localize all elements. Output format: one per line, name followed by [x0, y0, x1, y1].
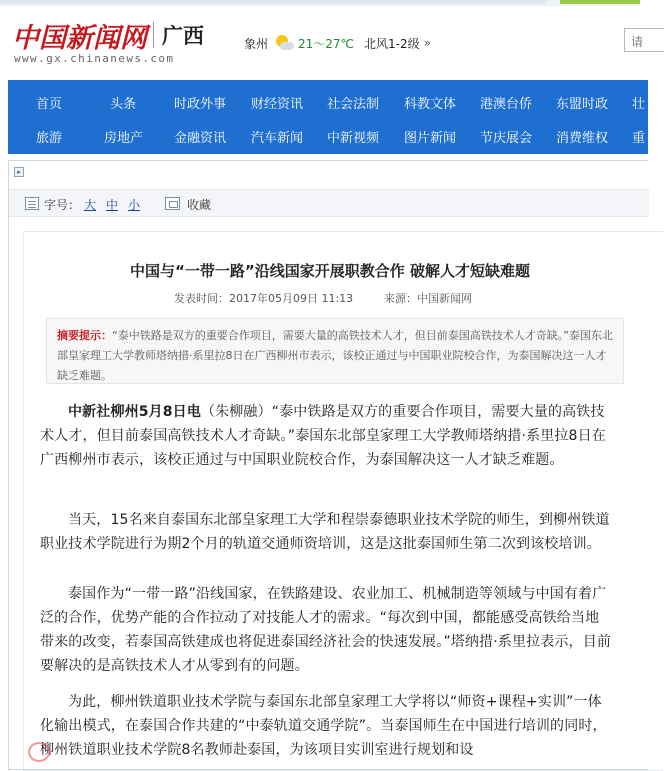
nav-item[interactable]: 重	[632, 131, 646, 146]
weather-widget[interactable]	[244, 34, 431, 52]
top-strip-accent	[560, 0, 640, 4]
publish-time: 发表时间：2017年05月09日 11:13	[174, 292, 354, 305]
article-paragraph	[40, 400, 612, 472]
weibo-watermark-icon	[28, 742, 50, 760]
article-source: 来源：中国新闻网	[384, 292, 472, 305]
expand-icon[interactable]: ▸	[14, 167, 24, 177]
nav-row-1	[8, 84, 648, 118]
nav-item[interactable]: 节庆展会	[480, 131, 533, 146]
nav-item[interactable]: 房地产	[104, 131, 144, 146]
logo-divider	[153, 22, 154, 48]
nav-item[interactable]: 社会法制	[327, 97, 380, 112]
nav-item[interactable]: 港澳台侨	[480, 97, 533, 112]
weather-temperature: 21～27℃	[298, 36, 355, 51]
nav-item[interactable]: 旅游	[36, 131, 63, 146]
site-header	[0, 6, 644, 74]
article-author: （朱柳融）	[200, 404, 272, 420]
article-toolbar	[9, 189, 649, 217]
site-url: www.gx.chinanews.com	[14, 52, 175, 65]
nav-item[interactable]: 图片新闻	[404, 131, 457, 146]
nav-item[interactable]: 金融资讯	[174, 131, 227, 146]
weather-more-link[interactable]: »	[423, 36, 431, 50]
top-strip-bar	[0, 0, 545, 4]
favorite-icon[interactable]	[165, 197, 180, 210]
site-logo[interactable]	[12, 18, 204, 52]
summary-label: 摘要提示：	[57, 329, 112, 342]
nav-item[interactable]: 财经资讯	[251, 97, 304, 112]
font-size-large[interactable]: 大	[84, 198, 97, 212]
paragraph-1: “泰中铁路是双方的重要合作项目，需要大量的高铁技术人才，但目前泰国高铁技术人才奇缺。”泰国东北部皇家理工大学教师塔纳措·系里拉8日在广西柳州市表示，该校正通过与中国职业院校合作，为泰国解决这一人才缺乏难题。	[40, 404, 606, 468]
article-dateline: 中新社柳州5月8日电	[68, 404, 201, 420]
paragraph-3: 泰国作为“一带一路”沿线国家，在铁路建设、农业加工、机械制造等领域与中国有着广泛的合作，优势产能的合作拉动了对技能人才的需求。“每次到中国，都能感受高铁给当地带来的改变，若泰国高铁建成也将促进泰国经济社会的快速发展。”塔纳措·系里拉表示，目前要解决的是高铁技术人才从零到有的问题。	[40, 586, 612, 674]
font-size-label: 字号：	[44, 198, 81, 212]
summary-text: “泰中铁路是双方的重要合作项目，需要大量的高铁技术人才，但目前泰国高铁技术人才奇缺。”泰国东北部皇家理工大学教师塔纳措·系里拉8日在广西柳州市表示，该校正通过与中国职业院校合作，为泰国解决这一人才缺乏难题。	[57, 329, 613, 382]
nav-item[interactable]: 时政外事	[174, 97, 227, 112]
logo-region: 广西	[162, 24, 204, 48]
nav-item[interactable]: 头条	[110, 97, 137, 112]
article-title: 中国与“一带一路”沿线国家开展职教合作 破解人才短缺难题	[130, 262, 530, 280]
weather-city: 象州	[244, 36, 269, 51]
nav-item[interactable]: 消费维权	[556, 131, 609, 146]
nav-item[interactable]: 东盟时政	[556, 97, 609, 112]
nav-item[interactable]: 中新视频	[327, 131, 380, 146]
nav-item[interactable]: 壮	[632, 97, 646, 112]
article-summary	[46, 318, 624, 384]
search-input[interactable]: 请	[624, 28, 664, 52]
favorite-button[interactable]: 收藏	[187, 198, 212, 212]
partly-cloudy-icon	[272, 34, 294, 52]
nav-item[interactable]: 科教文体	[404, 97, 457, 112]
weather-wind: 北风1-2级	[364, 36, 420, 51]
nav-item[interactable]: 首页	[36, 97, 63, 112]
paragraph-2: 当天，15名来自泰国东北部皇家理工大学和程崇泰德职业技术学院的师生，到柳州铁道职业技术学院进行为期2个月的轨道交通师资培训，这是这批泰国师生第二次到该校培训。	[40, 512, 610, 552]
font-size-icon	[25, 197, 39, 210]
paragraph-4: 为此，柳州铁道职业技术学院与泰国东北部皇家理工大学将以“师资+课程+实训”一体化输出模式，在泰国合作共建的“中泰轨道交通学院”。当泰国师生在中国进行培训的同时，柳州铁道职业技术学院8名教师赴泰国，为该项目实训室进行规划和设	[40, 694, 607, 758]
logo-text: 中国新闻网	[12, 22, 147, 54]
font-size-small[interactable]: 小	[128, 198, 141, 212]
font-size-medium[interactable]: 中	[106, 198, 119, 212]
nav-item[interactable]: 汽车新闻	[251, 131, 304, 146]
nav-row-2	[8, 118, 648, 152]
main-nav	[8, 80, 648, 154]
